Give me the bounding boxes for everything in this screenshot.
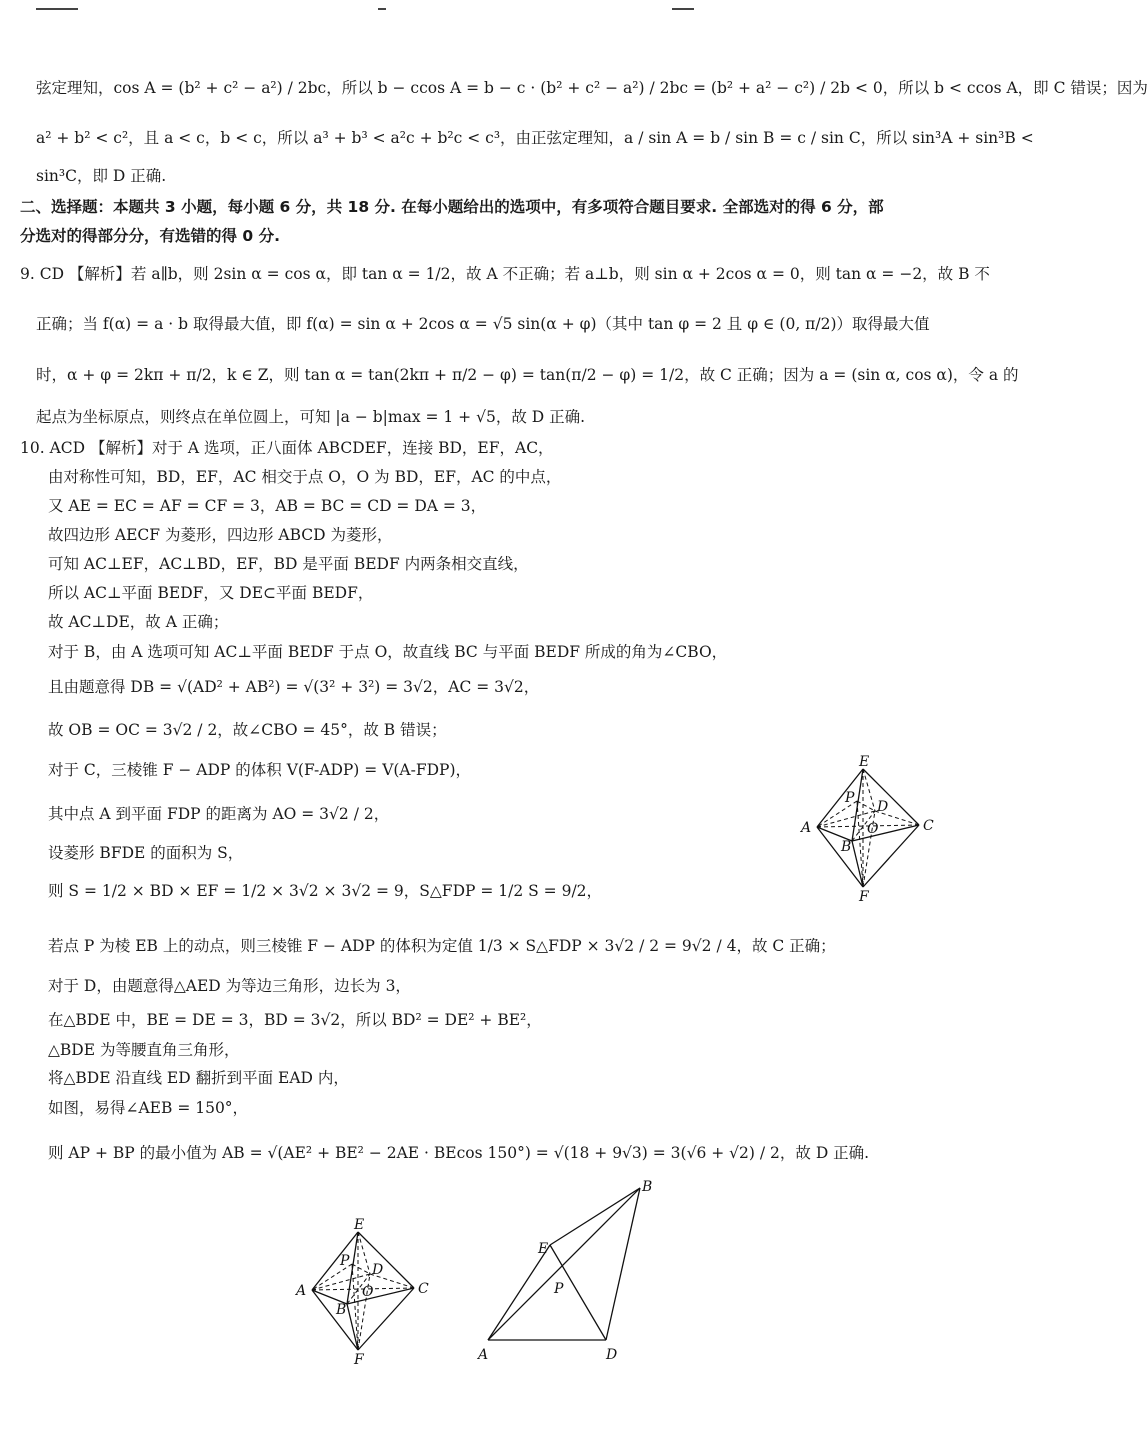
section-heading-line-2: 分选对的得部分分，有选错的得 0 分. (20, 227, 280, 245)
header-stub-right (672, 0, 694, 10)
q10-line-8: 对于 B，由 A 选项可知 AC⊥平面 BEDF 于点 O，故直线 BC 与平面 BEDF 所成的角为∠CBO， (48, 643, 728, 661)
q9-line-3: 时，α + φ = 2kπ + π/2，k ∈ Z，则 tan α = tan(2kπ + π/2 − φ) = tan(π/2 − φ) = 1/2，故 C 正确；因为 a = (sin α, cos α)，令 a 的 (36, 366, 1019, 384)
label-E: E (859, 754, 870, 770)
q10-line-9: 且由题意得 DB = √(AD² + AB²) = √(3² + 3²) = 3√2，AC = 3√2， (48, 678, 540, 696)
label-A: A (801, 820, 812, 836)
label-P: P (845, 790, 855, 806)
label-D: D (877, 799, 889, 815)
q9-line-2: 正确；当 f(α) = a · b 取得最大值，即 f(α) = sin α + 2cos α = √5 sin(α + φ)（其中 tan φ = 2 且 φ ∈ (0, π/2)）取得最大值 (36, 315, 930, 333)
q10-line-16: 对于 D，由题意得△AED 为等边三角形，边长为 3， (48, 977, 411, 995)
q10-line-14: 则 S = 1/2 × BD × EF = 1/2 × 3√2 × 3√2 = 9，S△FDP = 1/2 S = 9/2， (48, 882, 603, 900)
label-C: C (923, 818, 934, 834)
q10-line-4: 故四边形 AECF 为菱形，四边形 ABCD 为菱形， (48, 526, 393, 544)
label-C: C (418, 1281, 429, 1297)
q10-line-12: 其中点 A 到平面 FDP 的距离为 AO = 3√2 / 2， (48, 805, 390, 823)
octahedron-figure-right (795, 755, 940, 903)
label-B: B (336, 1302, 347, 1318)
folded-triangle-figure (470, 1175, 670, 1370)
label-A: A (478, 1347, 489, 1363)
label-P: P (340, 1253, 350, 1269)
q10-line-13: 设菱形 BFDE 的面积为 S， (48, 844, 244, 862)
q10-line-21: 则 AP + BP 的最小值为 AB = √(AE² + BE² − 2AE · BEcos 150°) = √(18 + 9√3) = 3(√6 + √2) / 2，故 D 正确. (48, 1144, 870, 1162)
q10-line-15: 若点 P 为棱 EB 上的动点，则三棱锥 F − ADP 的体积为定值 1/3 × S△FDP × 3√2 / 2 = 9√2 / 4，故 C 正确； (48, 937, 836, 955)
label-O: O (362, 1284, 374, 1300)
label-D: D (372, 1262, 384, 1278)
q10-line-18: △BDE 为等腰直角三角形， (48, 1041, 240, 1059)
q10-line-3: 又 AE = EC = AF = CF = 3，AB = BC = CD = DA = 3， (48, 497, 487, 515)
label-F: F (354, 1352, 364, 1368)
q10-line-5: 可知 AC⊥EF，AC⊥BD，EF，BD 是平面 BEDF 内两条相交直线， (48, 555, 529, 573)
label-E: E (538, 1241, 549, 1257)
header-stub-left (36, 0, 78, 10)
prev-solution-line-3: sin³C，即 D 正确. (36, 167, 167, 185)
label-B: B (841, 839, 852, 855)
q10-line-20: 如图，易得∠AEB = 150°， (48, 1099, 249, 1117)
section-heading-line-1: 二、选择题：本题共 3 小题，每小题 6 分，共 18 分. 在每小题给出的选项中，有多项符合题目要求. 全部选对的得 6 分，部 (20, 198, 884, 216)
q10-line-7: 故 AC⊥DE，故 A 正确； (48, 613, 229, 631)
octahedron-figure-bottom (290, 1218, 435, 1366)
prev-solution-line-2: a² + b² < c²，且 a < c，b < c，所以 a³ + b³ < a²c + b²c < c³，由正弦定理知，a / sin A = b / sin B = c / sin C，所以 sin³A + sin³B < (36, 129, 1034, 147)
q10-line-1: 10. ACD 【解析】对于 A 选项，正八面体 ABCDEF，连接 BD，EF，AC， (20, 439, 554, 457)
label-O: O (867, 821, 879, 837)
q10-line-11: 对于 C，三棱锥 F − ADP 的体积 V(F-ADP) = V(A-FDP)， (48, 761, 472, 779)
header-stub-mid (378, 0, 386, 10)
q9-line-1: 9. CD 【解析】若 a∥b，则 2sin α = cos α，即 tan α = 1/2，故 A 不正确；若 a⊥b，则 sin α + 2cos α = 0，则 tan α = −2，故 B 不 (20, 265, 990, 283)
label-P: P (554, 1281, 564, 1297)
q10-line-17: 在△BDE 中，BE = DE = 3，BD = 3√2，所以 BD² = DE² + BE²， (48, 1011, 542, 1029)
label-A: A (296, 1283, 307, 1299)
label-D: D (606, 1347, 618, 1363)
label-E: E (354, 1217, 365, 1233)
q10-line-6: 所以 AC⊥平面 BEDF，又 DE⊂平面 BEDF， (48, 584, 374, 602)
label-B: B (642, 1179, 653, 1195)
q10-line-10: 故 OB = OC = 3√2 / 2，故∠CBO = 45°，故 B 错误； (48, 721, 447, 739)
q9-line-4: 起点为坐标原点，则终点在单位圆上，可知 |a − b|max = 1 + √5，故 D 正确. (36, 408, 586, 426)
prev-solution-line-1: 弦定理知，cos A = (b² + c² − a²) / 2bc，所以 b − ccos A = b − c · (b² + c² − a²) / 2bc = (b² + a² − c²) / 2b < 0，所以 b < ccos A，即 C 错误；因为 (36, 79, 1148, 97)
q10-line-2: 由对称性可知，BD，EF，AC 相交于点 O，O 为 BD，EF，AC 的中点， (48, 468, 562, 486)
q10-line-19: 将△BDE 沿直线 ED 翻折到平面 EAD 内， (48, 1069, 349, 1087)
label-F: F (859, 889, 869, 905)
